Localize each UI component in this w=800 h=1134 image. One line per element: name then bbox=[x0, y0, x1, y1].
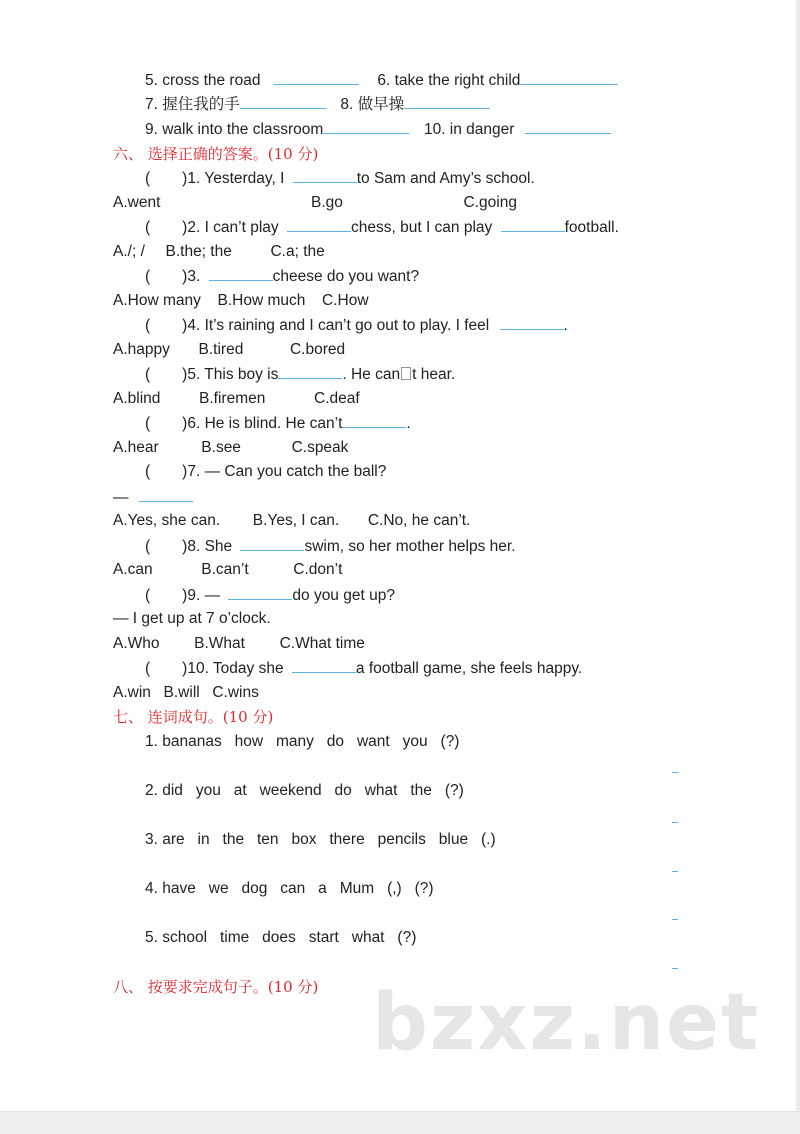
q9-blank[interactable] bbox=[228, 585, 292, 600]
item-10-blank[interactable] bbox=[525, 119, 611, 134]
q8-blank[interactable] bbox=[240, 536, 304, 551]
q2-option-c: C.a; the bbox=[270, 243, 325, 260]
q1-text-b: to Sam and Amy’s school. bbox=[356, 170, 535, 187]
q5-blank[interactable] bbox=[278, 364, 342, 379]
page-right-edge bbox=[796, 0, 800, 1134]
item-5-blank[interactable] bbox=[273, 70, 359, 85]
q1-blank[interactable] bbox=[293, 168, 357, 183]
item-10-text: 10. in danger bbox=[423, 121, 515, 138]
section-6-heading: 六、 选择正确的答案。(10 分) bbox=[113, 145, 319, 163]
q4-blank[interactable] bbox=[500, 315, 564, 330]
q5-text-c: t hear. bbox=[412, 366, 456, 383]
q2-option-a: A./; / bbox=[113, 243, 145, 260]
q2-paren: ( bbox=[145, 219, 151, 236]
q6-text-a: )6. He is blind. He can’t bbox=[182, 415, 343, 432]
q10-blank[interactable] bbox=[292, 658, 356, 673]
q7-option-a: A.Yes, she can. bbox=[113, 512, 221, 529]
q10-row bbox=[145, 658, 582, 679]
item-9-row bbox=[145, 119, 611, 140]
q6-paren: ( bbox=[145, 415, 151, 432]
q2-text-a: )2. I can’t play bbox=[182, 219, 279, 236]
q10-text-a: )10. Today she bbox=[182, 660, 284, 677]
section-8-heading: 八、 按要求完成句子。(10 分) bbox=[113, 978, 319, 996]
q6-text-b: . bbox=[406, 415, 411, 432]
q9-text-b: do you get up? bbox=[292, 587, 395, 604]
s7-sentence-3: 3. are in the ten box there pencils blue (.) bbox=[145, 831, 496, 848]
q8-paren: ( bbox=[145, 538, 151, 555]
watermark-logo: bzxz.net bbox=[372, 978, 761, 1068]
item-7-blank[interactable] bbox=[240, 94, 326, 109]
q2-text-c: football. bbox=[564, 219, 619, 236]
q10-option-b: B.will bbox=[163, 684, 200, 701]
q7-options bbox=[113, 511, 470, 531]
q8-option-b: B.can’t bbox=[201, 561, 249, 578]
q8-text-b: swim, so her mother helps her. bbox=[304, 538, 516, 555]
q7-option-c: C.No, he can’t. bbox=[367, 512, 471, 529]
q2-blank-2[interactable] bbox=[501, 217, 565, 232]
q9-text-a: )9. — bbox=[182, 587, 221, 604]
s7-sentence-4: 4. have we dog can a Mum (,) (?) bbox=[145, 880, 434, 897]
s7-sentence-5: 5. school time does start what (?) bbox=[145, 929, 417, 946]
q10-text-b: a football game, she feels happy. bbox=[355, 660, 583, 677]
q4-paren: ( bbox=[145, 317, 151, 334]
item-8-text: 8. 做早操 bbox=[340, 96, 405, 113]
q5-text-b: . He can bbox=[342, 366, 401, 383]
q7-option-b: B.Yes, I can. bbox=[252, 512, 340, 529]
q9-paren: ( bbox=[145, 587, 151, 604]
q5-row bbox=[145, 364, 455, 385]
q4-row bbox=[145, 315, 568, 336]
s7-answer-line-1[interactable] bbox=[672, 772, 678, 773]
item-6-blank[interactable] bbox=[520, 70, 618, 85]
q3-text-a: )3. bbox=[182, 268, 201, 285]
q7-dash: — bbox=[113, 489, 129, 506]
q7-row bbox=[145, 462, 386, 482]
q10-option-c: C.wins bbox=[212, 684, 259, 701]
q1-option-a: A.went bbox=[113, 194, 161, 211]
s7-sentence-2: 2. did you at weekend do what the (?) bbox=[145, 782, 464, 799]
q2-text-b: chess, but I can play bbox=[350, 219, 493, 236]
s7-answer-line-2[interactable] bbox=[672, 822, 678, 823]
q6-option-a: A.hear bbox=[113, 439, 159, 456]
q5-option-c: C.deaf bbox=[314, 390, 360, 407]
q1-options bbox=[113, 193, 517, 213]
q5-option-b: B.firemen bbox=[199, 390, 266, 407]
q3-paren: ( bbox=[145, 268, 151, 285]
q8-option-c: C.don’t bbox=[293, 561, 343, 578]
q8-text-a: )8. She bbox=[182, 538, 233, 555]
q10-paren: ( bbox=[145, 660, 151, 677]
q9-option-c: C.What time bbox=[279, 635, 365, 652]
q6-options bbox=[113, 438, 348, 458]
q6-option-c: C.speak bbox=[291, 439, 349, 456]
q10-option-a: A.win bbox=[113, 684, 151, 701]
q1-row bbox=[145, 168, 535, 189]
q3-row bbox=[145, 266, 419, 287]
q2-option-b: B.the; the bbox=[165, 243, 232, 260]
q2-blank-1[interactable] bbox=[287, 217, 351, 232]
item-5-row bbox=[145, 70, 618, 91]
missing-glyph-box bbox=[401, 367, 411, 380]
q1-paren: ( bbox=[145, 170, 151, 187]
q3-text-b: cheese do you want? bbox=[272, 268, 420, 285]
q4-options bbox=[113, 340, 345, 360]
q5-options bbox=[113, 389, 360, 409]
q1-text-a: )1. Yesterday, I bbox=[182, 170, 285, 187]
q5-paren: ( bbox=[145, 366, 151, 383]
section-7-heading: 七、 连词成句。(10 分) bbox=[113, 708, 274, 726]
item-8-blank[interactable] bbox=[404, 94, 490, 109]
q6-option-b: B.see bbox=[201, 439, 241, 456]
q7-paren: ( bbox=[145, 463, 151, 480]
q4-option-a: A.happy bbox=[113, 341, 170, 358]
q6-row bbox=[145, 413, 411, 434]
q1-option-c: C.going bbox=[463, 194, 517, 211]
s7-answer-line-5[interactable] bbox=[672, 968, 678, 969]
q9-options bbox=[113, 634, 365, 654]
q3-option-a: A.How many bbox=[113, 292, 201, 309]
q7-blank[interactable] bbox=[139, 487, 193, 502]
q8-option-a: A.can bbox=[113, 561, 153, 578]
page-bottom-edge bbox=[0, 1111, 800, 1134]
q4-option-b: B.tired bbox=[198, 341, 244, 358]
q2-row bbox=[145, 217, 619, 238]
q7-reply-row bbox=[113, 487, 193, 508]
item-9-blank[interactable] bbox=[323, 119, 409, 134]
q6-blank[interactable] bbox=[342, 413, 406, 428]
q3-options bbox=[113, 291, 369, 311]
item-7-text: 7. 握住我的手 bbox=[145, 96, 240, 113]
q7-text-a: )7. — Can you catch the ball? bbox=[182, 463, 387, 480]
q1-option-b: B.go bbox=[311, 194, 343, 211]
q5-text-a: )5. This boy is bbox=[182, 366, 279, 383]
q9-option-a: A.Who bbox=[113, 635, 160, 652]
s7-answer-line-3[interactable] bbox=[672, 871, 678, 872]
q2-options bbox=[113, 242, 325, 262]
q8-row bbox=[145, 536, 516, 557]
s7-answer-line-4[interactable] bbox=[672, 919, 678, 920]
item-5-text: 5. cross the road bbox=[145, 72, 261, 89]
q4-option-c: C.bored bbox=[289, 341, 346, 358]
item-6-text: 6. take the right child bbox=[377, 72, 521, 89]
s7-sentence-1: 1. bananas how many do want you (?) bbox=[145, 733, 460, 750]
q9-option-b: B.What bbox=[194, 635, 245, 652]
q10-options bbox=[113, 683, 259, 703]
item-9-text: 9. walk into the classroom bbox=[145, 121, 324, 138]
q5-option-a: A.blind bbox=[113, 390, 161, 407]
item-7-row bbox=[145, 94, 490, 115]
q8-options bbox=[113, 560, 342, 580]
q3-blank[interactable] bbox=[209, 266, 273, 281]
q3-option-b: B.How much bbox=[217, 292, 306, 309]
q9-row bbox=[145, 585, 395, 606]
q3-option-c: C.How bbox=[322, 292, 369, 309]
q4-text-a: )4. It’s raining and I can’t go out to play. I feel bbox=[182, 317, 490, 334]
q9-reply: — I get up at 7 o’clock. bbox=[113, 610, 271, 627]
q4-text-b: . bbox=[563, 317, 568, 334]
